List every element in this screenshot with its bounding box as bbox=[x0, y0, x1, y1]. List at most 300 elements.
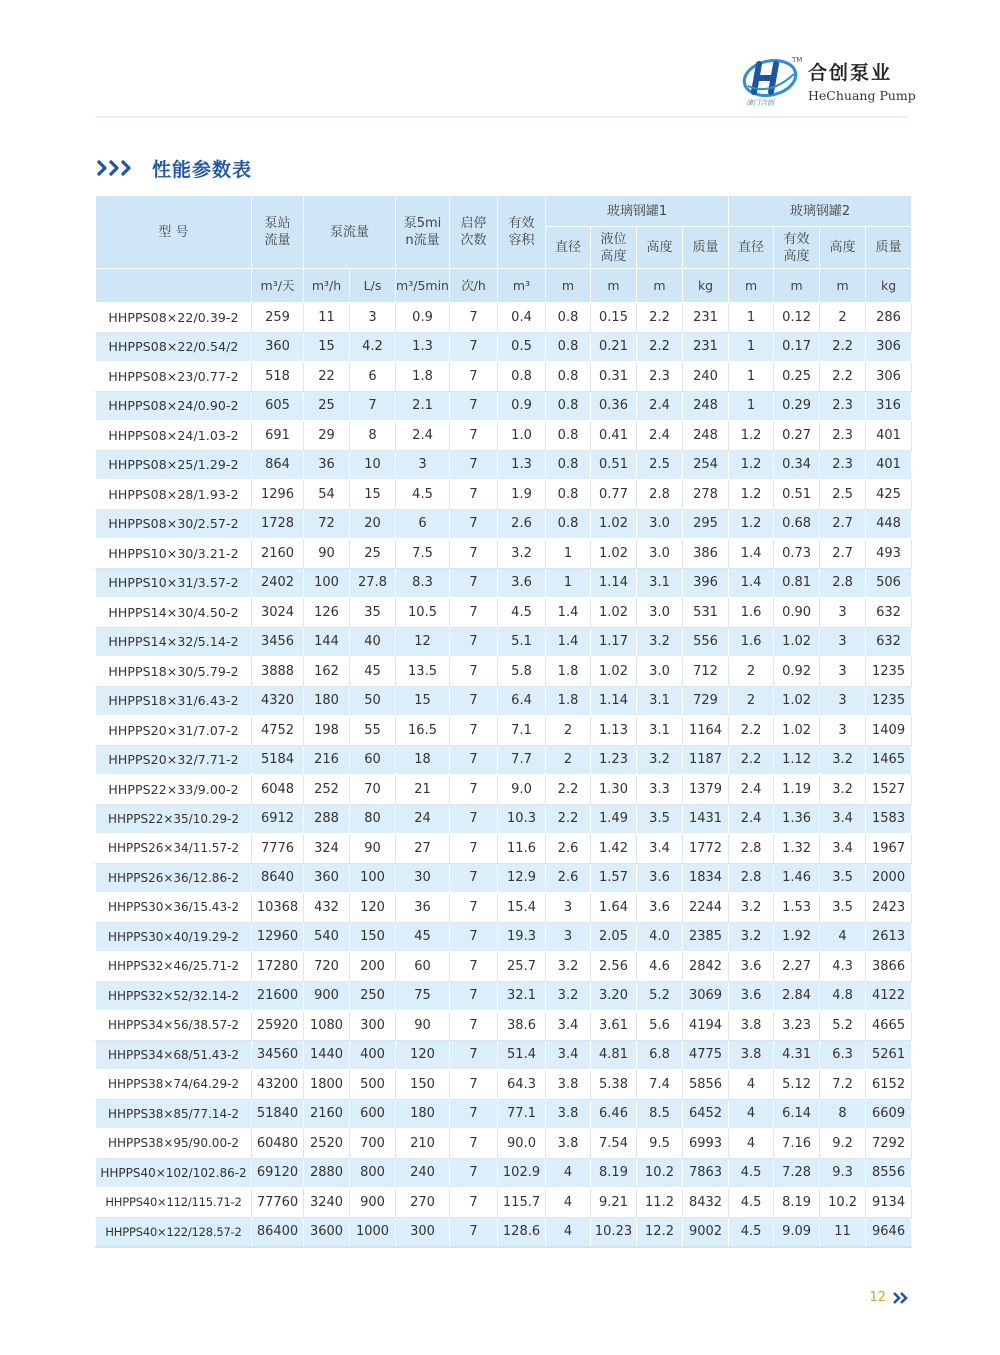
value-cell: 25 bbox=[304, 391, 350, 421]
value-cell: 10.2 bbox=[637, 1158, 683, 1188]
table-row bbox=[96, 598, 912, 628]
value-cell: 295 bbox=[683, 509, 729, 539]
value-cell: 1.02 bbox=[774, 627, 820, 657]
value-cell: 7 bbox=[450, 509, 498, 539]
value-cell: 86400 bbox=[252, 1217, 304, 1247]
value-cell: 80 bbox=[350, 804, 396, 834]
value-cell: 38.6 bbox=[498, 1011, 546, 1041]
value-cell: 1.6 bbox=[729, 627, 774, 657]
value-cell: 60 bbox=[396, 952, 450, 982]
value-cell: 15 bbox=[304, 332, 350, 362]
value-cell: 4.5 bbox=[498, 598, 546, 628]
value-cell: 4752 bbox=[252, 716, 304, 746]
value-cell: 2.1 bbox=[396, 391, 450, 421]
value-cell: 3.4 bbox=[637, 834, 683, 864]
value-cell: 7 bbox=[450, 1099, 498, 1129]
value-cell: 425 bbox=[866, 480, 912, 510]
value-cell: 1967 bbox=[866, 834, 912, 864]
table-row bbox=[96, 1158, 912, 1188]
value-cell: 5.6 bbox=[637, 1011, 683, 1041]
value-cell: 7 bbox=[450, 1011, 498, 1041]
value-cell: 7.7 bbox=[498, 745, 546, 775]
value-cell: 5856 bbox=[683, 1070, 729, 1100]
value-cell: 306 bbox=[866, 362, 912, 392]
value-cell: 18 bbox=[396, 745, 450, 775]
value-cell: 11 bbox=[820, 1217, 866, 1247]
value-cell: 259 bbox=[252, 303, 304, 333]
value-cell: 248 bbox=[683, 421, 729, 451]
model-cell: HHPPS18×30/5.79-2 bbox=[96, 657, 252, 687]
value-cell: 0.17 bbox=[774, 332, 820, 362]
value-cell: 6993 bbox=[683, 1129, 729, 1159]
table-row bbox=[96, 539, 912, 569]
value-cell: 2.2 bbox=[546, 775, 591, 805]
value-cell: 4194 bbox=[683, 1011, 729, 1041]
value-cell: 1.2 bbox=[729, 509, 774, 539]
value-cell: 700 bbox=[350, 1129, 396, 1159]
value-cell: 2.27 bbox=[774, 952, 820, 982]
table-row bbox=[96, 391, 912, 421]
value-cell: 4.3 bbox=[820, 952, 866, 982]
value-cell: 60 bbox=[350, 745, 396, 775]
value-cell: 4.5 bbox=[729, 1217, 774, 1247]
value-cell: 4.81 bbox=[591, 1040, 637, 1070]
value-cell: 2.84 bbox=[774, 981, 820, 1011]
value-cell: 210 bbox=[396, 1129, 450, 1159]
value-cell: 27.8 bbox=[350, 568, 396, 598]
value-cell: 2 bbox=[820, 303, 866, 333]
value-cell: 1080 bbox=[304, 1011, 350, 1041]
value-cell: 6.8 bbox=[637, 1040, 683, 1070]
table-row bbox=[96, 952, 912, 982]
value-cell: 7 bbox=[450, 1217, 498, 1247]
value-cell: 1 bbox=[729, 332, 774, 362]
value-cell: 1.92 bbox=[774, 922, 820, 952]
value-cell: 0.8 bbox=[546, 303, 591, 333]
value-cell: 3.4 bbox=[546, 1040, 591, 1070]
value-cell: 2160 bbox=[252, 539, 304, 569]
value-cell: 7 bbox=[450, 775, 498, 805]
value-cell: 540 bbox=[304, 922, 350, 952]
value-cell: 401 bbox=[866, 421, 912, 451]
value-cell: 1.02 bbox=[591, 509, 637, 539]
value-cell: 45 bbox=[350, 657, 396, 687]
value-cell: 556 bbox=[683, 627, 729, 657]
table-row bbox=[96, 480, 912, 510]
model-cell: HHPPS14×32/5.14-2 bbox=[96, 627, 252, 657]
value-cell: 3.6 bbox=[637, 893, 683, 923]
value-cell: 2385 bbox=[683, 922, 729, 952]
model-cell: HHPPS40×102/102.86-2 bbox=[96, 1158, 252, 1188]
value-cell: 0.77 bbox=[591, 480, 637, 510]
value-cell: 5.1 bbox=[498, 627, 546, 657]
value-cell: 4.5 bbox=[729, 1158, 774, 1188]
value-cell: 7 bbox=[450, 745, 498, 775]
value-cell: 3 bbox=[820, 686, 866, 716]
table-row bbox=[96, 421, 912, 451]
value-cell: 0.8 bbox=[546, 332, 591, 362]
value-cell: 9.21 bbox=[591, 1188, 637, 1218]
value-cell: 2.3 bbox=[820, 450, 866, 480]
value-cell: 100 bbox=[304, 568, 350, 598]
value-cell: 4320 bbox=[252, 686, 304, 716]
value-cell: 6.4 bbox=[498, 686, 546, 716]
header-tank1-mass: 质量 bbox=[683, 227, 729, 269]
value-cell: 7 bbox=[450, 1040, 498, 1070]
value-cell: 7863 bbox=[683, 1158, 729, 1188]
value-cell: 0.8 bbox=[498, 362, 546, 392]
value-cell: 1.12 bbox=[774, 745, 820, 775]
header-tank2-height: 高度 bbox=[820, 227, 866, 269]
table-row bbox=[96, 893, 912, 923]
value-cell: 3.8 bbox=[546, 1129, 591, 1159]
value-cell: 19.3 bbox=[498, 922, 546, 952]
value-cell: 3.2 bbox=[820, 745, 866, 775]
value-cell: 3069 bbox=[683, 981, 729, 1011]
value-cell: 216 bbox=[304, 745, 350, 775]
value-cell: 316 bbox=[866, 391, 912, 421]
value-cell: 1164 bbox=[683, 716, 729, 746]
value-cell: 1.02 bbox=[774, 686, 820, 716]
value-cell: 1834 bbox=[683, 863, 729, 893]
value-cell: 0.92 bbox=[774, 657, 820, 687]
value-cell: 1.30 bbox=[591, 775, 637, 805]
value-cell: 0.68 bbox=[774, 509, 820, 539]
value-cell: 2.6 bbox=[546, 834, 591, 864]
model-cell: HHPPS08×28/1.93-2 bbox=[96, 480, 252, 510]
value-cell: 1 bbox=[546, 568, 591, 598]
value-cell: 9646 bbox=[866, 1217, 912, 1247]
value-cell: 3.6 bbox=[729, 981, 774, 1011]
value-cell: 3.5 bbox=[820, 863, 866, 893]
value-cell: 2.2 bbox=[729, 745, 774, 775]
value-cell: 6452 bbox=[683, 1099, 729, 1129]
value-cell: 7292 bbox=[866, 1129, 912, 1159]
value-cell: 3.3 bbox=[637, 775, 683, 805]
value-cell: 7 bbox=[450, 893, 498, 923]
value-cell: 288 bbox=[304, 804, 350, 834]
value-cell: 270 bbox=[396, 1188, 450, 1218]
table-row bbox=[96, 1099, 912, 1129]
value-cell: 2.2 bbox=[637, 332, 683, 362]
value-cell: 2.8 bbox=[820, 568, 866, 598]
value-cell: 9.2 bbox=[820, 1129, 866, 1159]
value-cell: 1.2 bbox=[729, 421, 774, 451]
model-cell: HHPPS08×25/1.29-2 bbox=[96, 450, 252, 480]
value-cell: 3.4 bbox=[820, 804, 866, 834]
value-cell: 8640 bbox=[252, 863, 304, 893]
model-cell: HHPPS10×30/3.21-2 bbox=[96, 539, 252, 569]
unit-cell: L/s bbox=[350, 269, 396, 303]
value-cell: 4 bbox=[546, 1188, 591, 1218]
model-cell: HHPPS22×33/9.00-2 bbox=[96, 775, 252, 805]
value-cell: 120 bbox=[350, 893, 396, 923]
value-cell: 712 bbox=[683, 657, 729, 687]
value-cell: 40 bbox=[350, 627, 396, 657]
value-cell: 3.2 bbox=[546, 981, 591, 1011]
table-row bbox=[96, 775, 912, 805]
value-cell: 9.09 bbox=[774, 1217, 820, 1247]
value-cell: 2.3 bbox=[637, 362, 683, 392]
table-row bbox=[96, 1011, 912, 1041]
value-cell: 2.4 bbox=[637, 421, 683, 451]
section-title bbox=[96, 154, 252, 182]
value-cell: 360 bbox=[252, 332, 304, 362]
value-cell: 10.3 bbox=[498, 804, 546, 834]
value-cell: 12.2 bbox=[637, 1217, 683, 1247]
table-row bbox=[96, 686, 912, 716]
value-cell: 1.19 bbox=[774, 775, 820, 805]
value-cell: 1.02 bbox=[591, 598, 637, 628]
value-cell: 531 bbox=[683, 598, 729, 628]
value-cell: 1.14 bbox=[591, 686, 637, 716]
value-cell: 7 bbox=[450, 834, 498, 864]
value-cell: 3.2 bbox=[637, 745, 683, 775]
value-cell: 252 bbox=[304, 775, 350, 805]
value-cell: 11.6 bbox=[498, 834, 546, 864]
table-row bbox=[96, 716, 912, 746]
value-cell: 22 bbox=[304, 362, 350, 392]
value-cell: 248 bbox=[683, 391, 729, 421]
value-cell: 2.05 bbox=[591, 922, 637, 952]
value-cell: 1.6 bbox=[729, 598, 774, 628]
value-cell: 3.4 bbox=[820, 834, 866, 864]
value-cell: 2244 bbox=[683, 893, 729, 923]
value-cell: 0.8 bbox=[546, 421, 591, 451]
header-effective-volume-text: 有效容积 bbox=[508, 216, 535, 248]
value-cell: 0.73 bbox=[774, 539, 820, 569]
value-cell: 4.5 bbox=[729, 1188, 774, 1218]
table-row bbox=[96, 834, 912, 864]
value-cell: 0.36 bbox=[591, 391, 637, 421]
value-cell: 500 bbox=[350, 1070, 396, 1100]
value-cell: 7 bbox=[450, 657, 498, 687]
header-5min-flow bbox=[396, 196, 450, 269]
unit-cell: 次/h bbox=[450, 269, 498, 303]
value-cell: 12.9 bbox=[498, 863, 546, 893]
value-cell: 4 bbox=[729, 1099, 774, 1129]
value-cell: 3.4 bbox=[546, 1011, 591, 1041]
value-cell: 1.42 bbox=[591, 834, 637, 864]
value-cell: 1.23 bbox=[591, 745, 637, 775]
value-cell: 3.0 bbox=[637, 539, 683, 569]
header-row-main bbox=[96, 196, 912, 227]
value-cell: 2000 bbox=[866, 863, 912, 893]
value-cell: 4775 bbox=[683, 1040, 729, 1070]
value-cell: 691 bbox=[252, 421, 304, 451]
value-cell: 3600 bbox=[304, 1217, 350, 1247]
value-cell: 448 bbox=[866, 509, 912, 539]
unit-cell: kg bbox=[866, 269, 912, 303]
model-cell: HHPPS38×74/64.29-2 bbox=[96, 1070, 252, 1100]
value-cell: 300 bbox=[396, 1217, 450, 1247]
table-row bbox=[96, 1040, 912, 1070]
table-row bbox=[96, 568, 912, 598]
value-cell: 29 bbox=[304, 421, 350, 451]
value-cell: 10.2 bbox=[820, 1188, 866, 1218]
table-row bbox=[96, 509, 912, 539]
value-cell: 2 bbox=[546, 745, 591, 775]
table-row bbox=[96, 981, 912, 1011]
value-cell: 55 bbox=[350, 716, 396, 746]
table-row bbox=[96, 450, 912, 480]
unit-cell: m bbox=[820, 269, 866, 303]
brand-subtitle: 津门合创 bbox=[746, 99, 774, 107]
header-station-flow-text: 泵站流量 bbox=[264, 216, 291, 248]
value-cell: 102.9 bbox=[498, 1158, 546, 1188]
header-tank1-diameter: 直径 bbox=[546, 227, 591, 269]
value-cell: 1728 bbox=[252, 509, 304, 539]
value-cell: 17280 bbox=[252, 952, 304, 982]
brand-logo bbox=[740, 52, 930, 112]
value-cell: 10.23 bbox=[591, 1217, 637, 1247]
value-cell: 0.81 bbox=[774, 568, 820, 598]
page-number-text: 12 bbox=[869, 1290, 886, 1305]
value-cell: 0.41 bbox=[591, 421, 637, 451]
value-cell: 306 bbox=[866, 332, 912, 362]
value-cell: 231 bbox=[683, 332, 729, 362]
value-cell: 20 bbox=[350, 509, 396, 539]
value-cell: 1465 bbox=[866, 745, 912, 775]
value-cell: 4.0 bbox=[637, 922, 683, 952]
value-cell: 2.6 bbox=[498, 509, 546, 539]
value-cell: 2 bbox=[729, 686, 774, 716]
header-tank2-mass: 质量 bbox=[866, 227, 912, 269]
value-cell: 240 bbox=[683, 362, 729, 392]
value-cell: 7 bbox=[450, 1070, 498, 1100]
value-cell: 115.7 bbox=[498, 1188, 546, 1218]
value-cell: 3024 bbox=[252, 598, 304, 628]
value-cell: 3.6 bbox=[498, 568, 546, 598]
value-cell: 2.8 bbox=[637, 480, 683, 510]
value-cell: 0.27 bbox=[774, 421, 820, 451]
value-cell: 8 bbox=[820, 1099, 866, 1129]
value-cell: 7 bbox=[450, 627, 498, 657]
value-cell: 5.12 bbox=[774, 1070, 820, 1100]
model-cell: HHPPS20×31/7.07-2 bbox=[96, 716, 252, 746]
value-cell: 7.28 bbox=[774, 1158, 820, 1188]
value-cell: 1296 bbox=[252, 480, 304, 510]
model-cell: HHPPS26×36/12.86-2 bbox=[96, 863, 252, 893]
value-cell: 1.64 bbox=[591, 893, 637, 923]
value-cell: 7 bbox=[450, 450, 498, 480]
value-cell: 7 bbox=[450, 539, 498, 569]
value-cell: 7.5 bbox=[396, 539, 450, 569]
table-row bbox=[96, 657, 912, 687]
value-cell: 70 bbox=[350, 775, 396, 805]
value-cell: 7 bbox=[450, 981, 498, 1011]
value-cell: 2160 bbox=[304, 1099, 350, 1129]
value-cell: 400 bbox=[350, 1040, 396, 1070]
value-cell: 2880 bbox=[304, 1158, 350, 1188]
value-cell: 3.2 bbox=[820, 775, 866, 805]
value-cell: 7.2 bbox=[820, 1070, 866, 1100]
header-divider bbox=[95, 116, 908, 118]
value-cell: 1772 bbox=[683, 834, 729, 864]
model-cell: HHPPS08×22/0.39-2 bbox=[96, 303, 252, 333]
header-pump-flow: 泵流量 bbox=[304, 196, 396, 269]
value-cell: 8.19 bbox=[774, 1188, 820, 1218]
value-cell: 198 bbox=[304, 716, 350, 746]
value-cell: 3.5 bbox=[637, 804, 683, 834]
value-cell: 1.2 bbox=[729, 450, 774, 480]
header-5min-flow-text: 泵5min流量 bbox=[403, 216, 442, 248]
value-cell: 7 bbox=[450, 391, 498, 421]
value-cell: 7 bbox=[450, 952, 498, 982]
value-cell: 6048 bbox=[252, 775, 304, 805]
section-title-text: 性能参数表 bbox=[152, 158, 253, 181]
value-cell: 278 bbox=[683, 480, 729, 510]
header-start-stop-text: 启停次数 bbox=[460, 216, 487, 248]
value-cell: 2.5 bbox=[637, 450, 683, 480]
value-cell: 8.3 bbox=[396, 568, 450, 598]
model-cell: HHPPS34×56/38.57-2 bbox=[96, 1011, 252, 1041]
header-start-stop bbox=[450, 196, 498, 269]
value-cell: 7 bbox=[450, 332, 498, 362]
value-cell: 1.57 bbox=[591, 863, 637, 893]
model-cell: HHPPS22×35/10.29-2 bbox=[96, 804, 252, 834]
value-cell: 7 bbox=[450, 421, 498, 451]
performance-table bbox=[95, 195, 912, 1248]
value-cell: 2402 bbox=[252, 568, 304, 598]
value-cell: 3.8 bbox=[546, 1070, 591, 1100]
value-cell: 0.8 bbox=[546, 450, 591, 480]
value-cell: 7 bbox=[350, 391, 396, 421]
value-cell: 126 bbox=[304, 598, 350, 628]
header-tank1-level-height-text: 液位高度 bbox=[600, 231, 627, 264]
value-cell: 720 bbox=[304, 952, 350, 982]
double-chevron-right-icon bbox=[892, 1291, 910, 1305]
value-cell: 7 bbox=[450, 1129, 498, 1159]
value-cell: 1431 bbox=[683, 804, 729, 834]
header-model: 型 号 bbox=[96, 196, 252, 269]
value-cell: 9.0 bbox=[498, 775, 546, 805]
value-cell: 401 bbox=[866, 450, 912, 480]
value-cell: 3866 bbox=[866, 952, 912, 982]
value-cell: 100 bbox=[350, 863, 396, 893]
value-cell: 36 bbox=[396, 893, 450, 923]
model-cell: HHPPS30×40/19.29-2 bbox=[96, 922, 252, 952]
model-cell: HHPPS08×22/0.54/2 bbox=[96, 332, 252, 362]
value-cell: 1527 bbox=[866, 775, 912, 805]
header-tank2-diameter: 直径 bbox=[729, 227, 774, 269]
header-tank1-level-height bbox=[591, 227, 637, 269]
value-cell: 7 bbox=[450, 480, 498, 510]
model-cell: HHPPS40×122/128.57-2 bbox=[96, 1217, 252, 1247]
value-cell: 8 bbox=[350, 421, 396, 451]
value-cell: 0.8 bbox=[546, 391, 591, 421]
model-cell: HHPPS08×24/0.90-2 bbox=[96, 391, 252, 421]
model-cell: HHPPS38×85/77.14-2 bbox=[96, 1099, 252, 1129]
value-cell: 90 bbox=[304, 539, 350, 569]
header-tank2: 玻璃钢罐2 bbox=[729, 196, 912, 227]
header-tank2-effective-height bbox=[774, 227, 820, 269]
value-cell: 800 bbox=[350, 1158, 396, 1188]
value-cell: 3.2 bbox=[546, 952, 591, 982]
value-cell: 2.5 bbox=[820, 480, 866, 510]
value-cell: 1 bbox=[729, 303, 774, 333]
value-cell: 1000 bbox=[350, 1217, 396, 1247]
value-cell: 2.2 bbox=[637, 303, 683, 333]
value-cell: 0.5 bbox=[498, 332, 546, 362]
value-cell: 3.20 bbox=[591, 981, 637, 1011]
value-cell: 7 bbox=[450, 686, 498, 716]
value-cell: 2.2 bbox=[546, 804, 591, 834]
value-cell: 4 bbox=[546, 1158, 591, 1188]
value-cell: 9.5 bbox=[637, 1129, 683, 1159]
value-cell: 4.5 bbox=[396, 480, 450, 510]
value-cell: 30 bbox=[396, 863, 450, 893]
